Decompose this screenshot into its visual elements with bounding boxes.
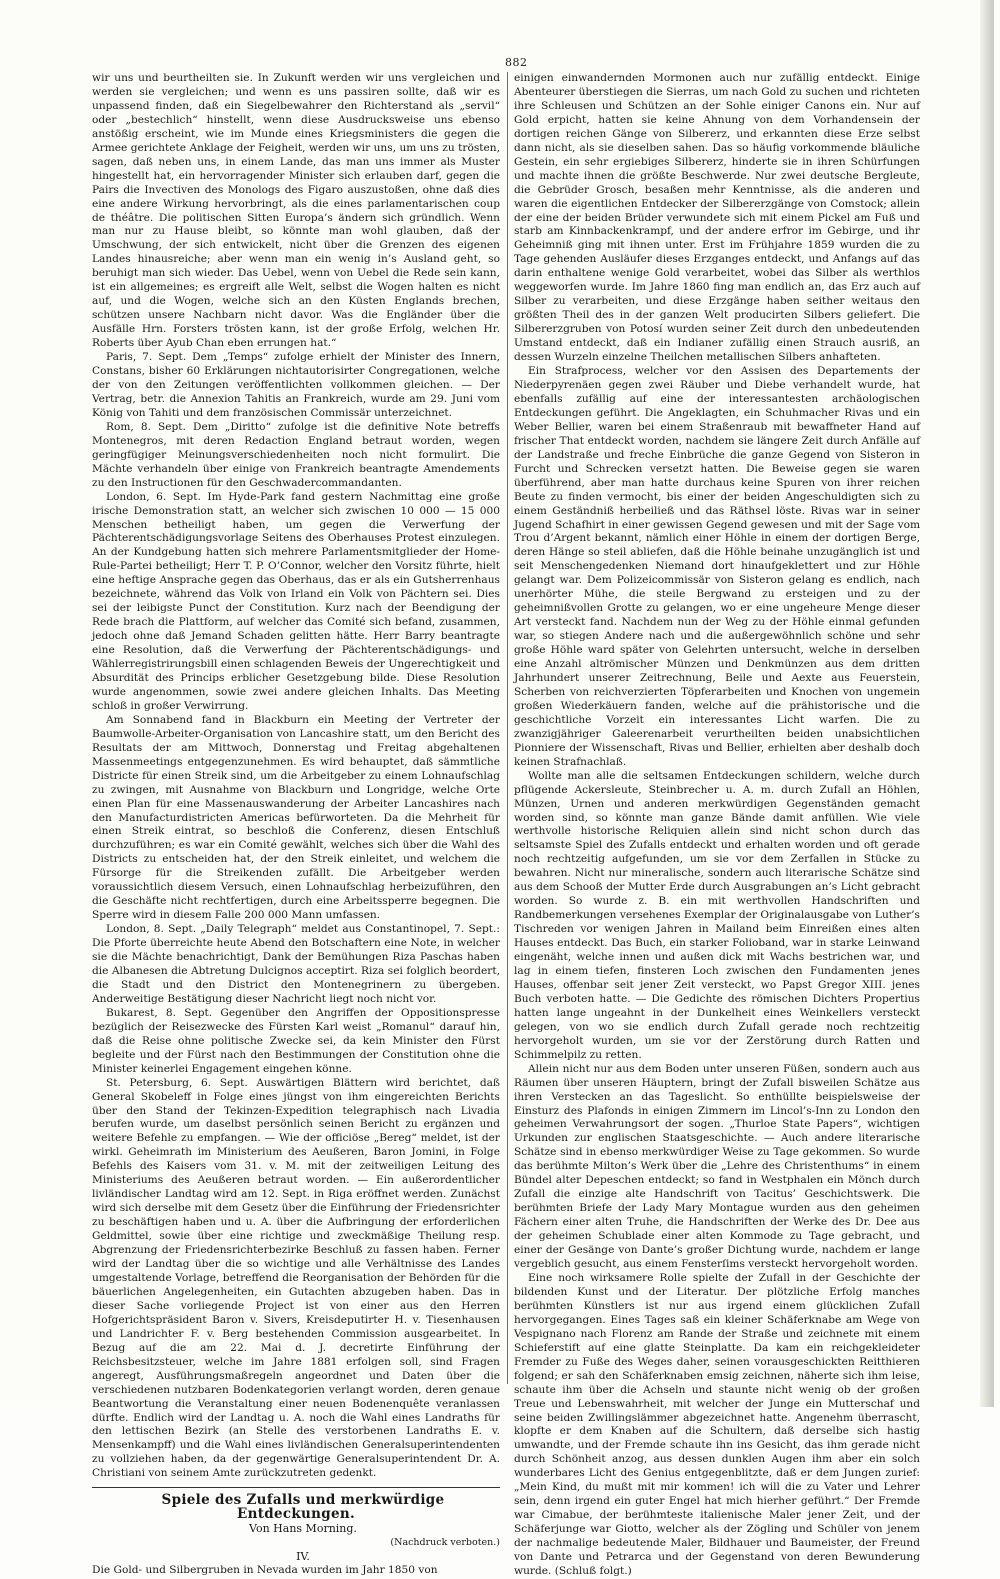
news-paragraph: Rom, 8. Sept. Dem „Diritto“ zufolge ist die definitive Note betreffs Montenegros, mit deren Redaction England betraut worden, wegen geringfügiger Meinungsverschiedenheiten noch nicht formulirt. Die Mächte verhandeln über einige von Frankreich beantragte Amendements zu den Instructionen für den Geschwadercommandanten.: [92, 420, 500, 489]
right-column: [514, 72, 920, 1577]
feuilleton-paragraph: Allein nicht nur aus dem Boden unter unseren Füßen, sondern auch aus Räumen über unseren Häuptern, bringt der Zufall bisweilen Schätze aus ihren Verstecken an das Tageslicht. So enthüllte beispielsweise der Einsturz des Plafonds in einigen Zimmern im Lincol’s-Inn zu London den geheimen Verwahrungsort der sogen. „Thurloe State Papers“, wichtigen Urkunden zur englischen Staatsgeschichte. — Auch andere literarische Schätze sind in ebenso merkwürdiger Weise zu Tage gekommen. So wurde das berühmte Milton’s Werk über die „Lehre des Christenthums“ in einem Bündel alter Depeschen entdeckt; so fand in Westphalen ein Mönch durch Zufall die einzige alte Handschrift von Tacitus’ Geschichtswerk. Die berühmten Briefe der Lady Mary Montague wurden aus den geheimen Fächern einer alten Truhe, die Handschriften der Werke des Dr. Dee aus der geheimen Schublade einer alten Kommode zu Tage gebracht, und einer der Gesänge von Dante’s großer Dichtung wurde, nachdem er lange vergeblich gesucht, aus einem Fensterſims versteckt hervorgeholt worden.: [514, 1062, 920, 1271]
feuilleton-paragraph: Eine noch wirksamere Rolle spielte der Zufall in der Geschichte der bildenden Kunst und der Literatur. Der plötzliche Erfolg manches berühmten Künstlers ist nur aus irgend einem glücklichen Zufall hervorgegangen. Eines Tages saß ein kleiner Schäferknabe am Wege von Vespignano nach Florenz am Rande der Straße und zeichnete mit einem Schieferstift auf eine glatte Steinplatte. Da kam ein reichgekleideter Fremder zu Fuße des Weges daher, seinen vorausgeschickten Reitthieren folgend; er sah den Schäferknaben emsig zeichnen, näherte sich ihm leise, schaute ihm über die Achseln und staunte nicht wenig ob der großen Treue und Lebenswahrheit, mit welcher der Junge ein Mutterschaf und seine beiden Zwillingslämmer abgezeichnet hatte. Angenehm überrascht, klopfte er dem Knaben auf die Schultern, daß derselbe sich hastig umwandte, und der Fremde schaute ihn ins Gesicht, das ihm gerade nicht durch Schönheit anzog, aus dessen dunklen Augen ihm aber ein solch wunderbares Licht des Genius entgegenblitzte, daß er dem Jungen zurief: „Mein Kind, du mußt mit mir kommen! ich will die zu Vater und Lehrer sein, denn irgend ein guter Engel hat mich hierher geführt.“ Der Fremde war Cimabue, der berühmteste italienische Maler jener Zeit, und der Schäferjunge war Giotto, welcher als der Zögling und Schüler von jenem der nachmalige bedeutende Maler, Bildhauer und Baumeister, der Freund von Dante und Petrarca und der Gegenstand von deren Bewunderung wurde. (Schluß folgt.): [514, 1271, 920, 1577]
page-number: 882: [505, 56, 528, 69]
feuilleton-title: Spiele des Zufalls und merkwürdige Entdeckungen.: [161, 1492, 445, 1523]
feuilleton-opening: Die Gold- und Silbergruben in Nevada wurden im Jahr 1850 von: [92, 1564, 438, 1577]
news-paragraph: London, 6. Sept. Im Hyde-Park fand gestern Nachmittag eine große irische Demonstration statt, an welcher sich zwischen 10 000 — 15 000 Menschen betheiligt haben, um gegen die Verwerfung der Pächterentschädigungsvorlage Seitens des Oberhauses Protest einzulegen. An der Kundgebung hatten sich mehrere Parlamentsmitglieder der Home-Rule-Partei betheiligt; Herr T. P. O’Connor, welcher den Vorsitz führte, hielt eine heftige Ansprache gegen das Oberhaus, das er als ein Gutsherrenhaus bezeichnete, während das Volk von Irland ein Volk von Pächtern sei. Dies sei der leibigste Punct der Constitution. Kurz nach der Beendigung der Rede brach die Plattform, auf welcher das Comité sich befand, zusammen, jedoch ohne daß Jemand Schaden gelitten hätte. Herr Barry beantragte eine Resolution, daß die Verwerfung der Pächterentschädigungs- und Wählerregistrirungsbill einen schlagenden Beweis der Ungerechtigkeit und Absurdität des Princips erblicher Gesetzgebung bilde. Diese Resolution wurde angenommen, sowie zwei andere gleichen Inhalts. Das Meeting schloß in großer Verwirrung.: [92, 490, 500, 712]
news-paragraph: Paris, 7. Sept. Dem „Temps“ zufolge erhielt der Minister des Innern, Constans, bisher 60 Erklärungen nichtautorisirter Congregationen, welche der von den Zeitungen veröffentlichten vollkommen gleichen. — Der Vertrag, betr. die Annexion Tahitis an Frankreich, wurde am 29. Juni vom König von Tahiti und dem französischen Commissär unterzeichnet.: [92, 351, 500, 419]
news-paragraph: Bukarest, 8. Sept. Gegenüber den Angriffen der Oppositionspresse bezüglich der Reisezwecke des Fürsten Karl weist „Romanul“ darauf hin, daß die Reise ohne politische Zwecke sei, da kein Minister den Fürst begleite und der Fürst nach den Bestimmungen der Constitution ohne die Minister keinerlei Engagement eingehen könne.: [92, 1006, 500, 1075]
news-paragraph: St. Petersburg, 6. Sept. Auswärtigen Blättern wird berichtet, daß General Skobeleff in Folge eines jüngst von ihm eingereichten Berichts über den Stand der Tekinzen-Expedition telegraphisch nach Livadia berufen wurde, um daselbst persönlich seinen Bericht zu ergänzen und weitere Befehle zu empfangen. — Wie der officiöse „Bereg“ meldet, ist der wirkl. Geheimrath im Ministerium des Aeußeren, Baron Jomini, in Folge Befehls des Kaisers vom 31. v. M. mit der zeitweiligen Leitung des Ministeriums des Aeußeren betraut worden. — Ein außerordentlicher livländischer Landtag wird am 12. Sept. in Riga eröffnet werden. Zunächst wird sich derselbe mit dem Gesetz über die Einführung der Friedensrichter zu beschäftigen haben und u. A. über die Aufbringung der erforderlichen Geldmittel, sowie über eine richtige und zweckmäßige Theilung resp. Abgrenzung der Friedensrichterbezirke Beschluß zu fassen haben. Ferner wird der Landtag über die so wichtige und alle Verhältnisse des Landes umgestaltende Vorlage, betreffend die Reorganisation der Behörden für die bäuerlichen Angelegenheiten, ein Gutachten abzugeben haben. Das in dieser Sache vorliegende Project ist von einer aus den Herren Hofgerichtspräsident Baron v. Sivers, Kreisdeputirter H. v. Tiesenhausen und Landrichter F. v. Berg bestehenden Commission ausgearbeitet. In Bezug auf die am 22. Mai d. J. decretirte Einführung der Reichsbesitzsteuer, welche im Jahre 1881 erfolgen soll, sind Fragen angeregt, Ausführungsmaßregeln angeordnet und Daten über die verschiedenen nutzbaren Bodenkategorien verlangt worden, deren genaue Beantwortung die Veranstaltung einer neuen Bodenenquête veranlassen dürfte. Endlich wird der Landtag u. A. noch die Wahl eines Landraths für den lettischen Bezirk (an Stelle des verstorbenen Landraths E. v. Mensenkampff) und die Wahl eines livländischen Generalsuperintendenten zu vollziehen haben, da der gegenwärtige Generalsuperintendent Dr. A. Christiani von seinem Amte zurückzutreten gedenkt.: [92, 1076, 500, 1480]
page-edge-shadow: [980, 0, 994, 1407]
news-paragraph: London, 8. Sept. „Daily Telegraph“ meldet aus Constantinopel, 7. Sept.: Die Pforte überreichte heute Abend den Botschaftern eine Note, in welcher sie die Mächte benachrichtigt, Dank der Bemühungen Riza Paschas haben die Albanesen die Abtretung Dulcignos acceptirt. Riza sei folglich beordert, die Stadt und den District den Montenegrinern zu übergeben. Anderweitige Bestätigung dieser Nachricht liegt noch nicht vor.: [92, 923, 500, 1005]
feuilleton-paragraph: Wollte man alle die seltsamen Entdeckungen schildern, welche durch pflügende Ackersleute, Steinbrecher u. A. m. durch Zufall an Höhlen, Münzen, Urnen und anderen merkwürdigen Gegenständen gemacht worden sind, so könnte man ganze Bände damit anfüllen. Wie viele werthvolle historische Reliquien allein sind nicht schon durch das seltsamste Spiel des Zufalls entdeckt und erhalten worden und oft gerade noch rechtzeitig aufgefunden, um sie vor dem Zerfallen in Stücke zu bewahren. Nicht nur mineralische, sondern auch literarische Schätze sind aus dem Schooß der Mutter Erde durch Ausgrabungen an’s Licht gebracht worden. So wurde z. B. ein mit werthvollen Handschriften und Randbemerkungen versehenes Exemplar der Originalausgabe von Luther’s Tischreden vor wenigen Jahren in Mailand beim Einreißen eines alten Hauses entdeckt. Das Buch, ein starker Folioband, war in starke Leinwand eingenäht, welche innen und außen dick mit Wachs bestrichen war, und lag in einem tiefen, finsteren Loch zwischen den Fundamenten jenes Hauses, offenbar seit jener Zeit versteckt, wo Papst Gregor XIII. jenes Buch verboten hatte. — Die Gedichte des römischen Dichters Propertius hatten lange ungeahnt in der Dunkelheit eines Weinkellers versteckt gelegen, von wo sie endlich durch Zufall gerade noch rechtzeitig hervorgeholt wurden, um sie vor der Zerstörung durch Ratten und Schimmelpilz zu retten.: [514, 769, 920, 1061]
reprint-notice: (Nachdruck verboten.): [390, 1537, 500, 1549]
feuilleton-author: Von Hans Morning.: [249, 1522, 357, 1536]
feuilleton-paragraph: einigen einwandernden Mormonen auch nur zufällig entdeckt. Einige Abenteurer überstiegen die Sierras, um nach Gold zu suchen und richteten ihre Schleusen und Schützen an der Sohle einiger Canons ein. Nur auf Gold erpicht, hatten sie keine Ahnung von dem Vorhandensein der dortigen reichen Gänge von Silbererz, und erkannten diese Erze selbst dann nicht, als sie dieselben sahen. Das so häufig vorkommende bläuliche Gestein, ein sehr ergiebiges Silbererz, hinderte sie in ihren Schürfungen und machte ihnen die größte Beschwerde. Nur zwei deutsche Bergleute, die Gebrüder Grosch, besaßen mehr Kenntnisse, als die anderen und waren die eigentlichen Entdecker der Silbererzgänge von Comstock; allein der eine der beiden Brüder verwundete sich mit einem Pickel am Fuß und starb am Kinnbackenkrampf, und der andere erfror im Gebirge, und ihr Geheimniß ging mit ihnen unter. Erst im Frühjahre 1859 wurden die zu Tage gehenden Ausläufer dieses Erzganges entdeckt, und Anfangs auf das darin enthaltene wenige Gold verarbeitet, wobei das Silber als werthlos weggeworfen wurde. Im Jahre 1860 fing man endlich an, das Erz auch auf Silber zu verarbeiten, und diese Erzgänge haben seither weitaus den größten Theil des in der ganzen Welt producirten Silbers geliefert. Die Silbererzgruben von Potosí wurden seiner Zeit durch den unbedeutenden Umstand entdeckt, daß ein Indianer zufällig einen Strauch ausriß, an dessen Wurzeln einzelne Theilchen metallischen Silbers anhafteten.: [514, 72, 920, 364]
feuilleton-divider: [92, 1487, 500, 1488]
feuilleton-part-number: IV.: [296, 1550, 310, 1564]
feuilleton-paragraph: Ein Strafprocess, welcher vor den Assisen des Departements der Niederpyrenäen gegen zwei Räuber und Diebe verhandelt wurde, hat ebenfalls zufällig auf eine der interessantesten archäologischen Entdeckungen geführt. Die Angeklagten, ein Schuhmacher Rivas und ein Weber Bellier, waren bei einem Straßenraub mit bewaffneter Hand auf frischer That entdeckt worden, nachdem sie längere Zeit durch Anfälle auf der Landstraße und freche Einbrüche die ganze Gegend von Sisteron in Furcht und Schrecken versetzt hatten. Die Beweise gegen sie waren überführend, aber man hatte durchaus keine Spuren von ihrer reichen Beute zu finden vermocht, bis einer der beiden Angeschuldigten sich zu einem Geständniß herbeiließ und das Räthsel löste. Rivas war in seiner Jugend Schafhirt in einer gewissen Gegend gewesen und mit der Sage vom Trou d’Argent bekannt, nämlich einer Höhle in einem der dortigen Berge, deren Hänge so steil abliefen, daß die Höhle beinahe unzugänglich ist und seit Menschengedenken Niemand dort hinaufgeklettert und zur Höhle gelangt war. Dem Polizeicommissär von Sisteron gelang es endlich, nach unerhörter Mühe, die steile Bergwand zu ersteigen und zu der geheimnißvollen Grotte zu gelangen, wo er eine ungeheure Menge dieser Art versteckt fand. Nachdem nun der Weg zu der Höhle einmal gefunden war, so stiegen Andere nach und die außergewöhnlich schöne und sehr große Höhle ward später von Gelehrten untersucht, welche in derselben eine Anzahl altrömischer Münzen und Denkmünzen aus dem dritten Jahrhundert unserer Zeitrechnung, Beile und Aexte aus Feuerstein, Scherben von reichverzierten Töpferarbeiten und Knochen von ungemein großen Wiederkäuern fanden, welche auf die prähistorische und die geschichtliche Vorzeit ein interessantes Licht warfen. Die zu zwanzigjähriger Galeerenarbeit verurtheilten beiden unabsichtlichen Pionniere der Wissenschaft, Rivas und Bellier, erhielten aber deshalb doch keinen Strafnachlaß.: [514, 365, 920, 768]
news-paragraph: Am Sonnabend fand in Blackburn ein Meeting der Vertreter der Baumwolle-Arbeiter-Organisation von Lancashire statt, um den Bericht des Resultats der am Mittwoch, Donnerstag und Freitag abgehaltenen Massenmeetings entgegenzunehmen. Es wird behauptet, daß sämmtliche Districte für einen Streik sind, um die Arbeitgeber zu einem Lohnaufschlag zu zwingen, mit Ausnahme von Blackburn und Longridge, welche Orte einen Plan für eine Massenauswanderung der Arbeiter Lancashires nach den Manufacturdistricten Americas befürworteten. Da die Mehrheit für einen Streik eintrat, so beschloß die Conferenz, diesen Entschluß durchzuführen; es war ein Comité gewählt, welches sich über die Wahl des Districts zu entscheiden hat, der den Streik einleitet, und welchem die Fürsorge für die Streikenden zufällt. Die Arbeitgeber werden voraussichtlich diesem Versuch, einen Lohnaufschlag herbeizuführen, den die Geschäfte nicht rechtfertigen, durch eine Arbeitssperre begegnen. Die Sperre wird in diesem Falle 200 000 Mann umfassen.: [92, 713, 500, 922]
column-divider: [507, 72, 508, 1384]
news-paragraph: wir uns und beurtheilten sie. In Zukunft werden wir uns vergleichen und werden sie vergleichen; und wenn es uns passiren sollte, daß wir es unpassend finden, daß ein Siegelbewahrer den Richterstand als „servil“ oder „bestechlich“ hinstellt, wenn diese Ausdrucksweise uns ebenso anstößig erscheint, wie im Munde eines Kriegsministers die gegen die Armee gerichtete Anklage der Feigheit, werden wir uns, um uns zu trösten, sagen, daß neben uns, in einem Lande, das man uns immer als Muster hingestellt hat, ein hervorragender Minister sich erlauben darf, gegen die Pairs die Invectiven des Monologs des Figaro auszustoßen, ohne daß dies eine andere Wirkung hervorbringt, als die eines parlamentarischen coup de théâtre. Die politischen Sitten Europa’s ändern sich gründlich. Wenn man nur zu Hause bleibt, so könnte man wohl glauben, daß der Umschwung, der sich entwickelt, nicht über die Grenzen des eigenen Landes hinausreiche; aber wenn man ein wenig in’s Ausland geht, so beruhigt man sich wieder. Das Uebel, wenn von Uebel die Rede sein kann, ist ein allgemeines; es ergreift alle Welt, selbst die Wogen halten es nicht auf, und die Wogen, welche sich an den Küsten Englands brechen, schützen unsere Nachbarn nicht davor. Was die Engländer über die Ausfälle Hrn. Forsters trösten kann, ist der große Erfolg, welchen Hr. Roberts über Ayub Chan eben errungen hat.“: [92, 72, 500, 350]
left-column: [92, 72, 500, 1577]
